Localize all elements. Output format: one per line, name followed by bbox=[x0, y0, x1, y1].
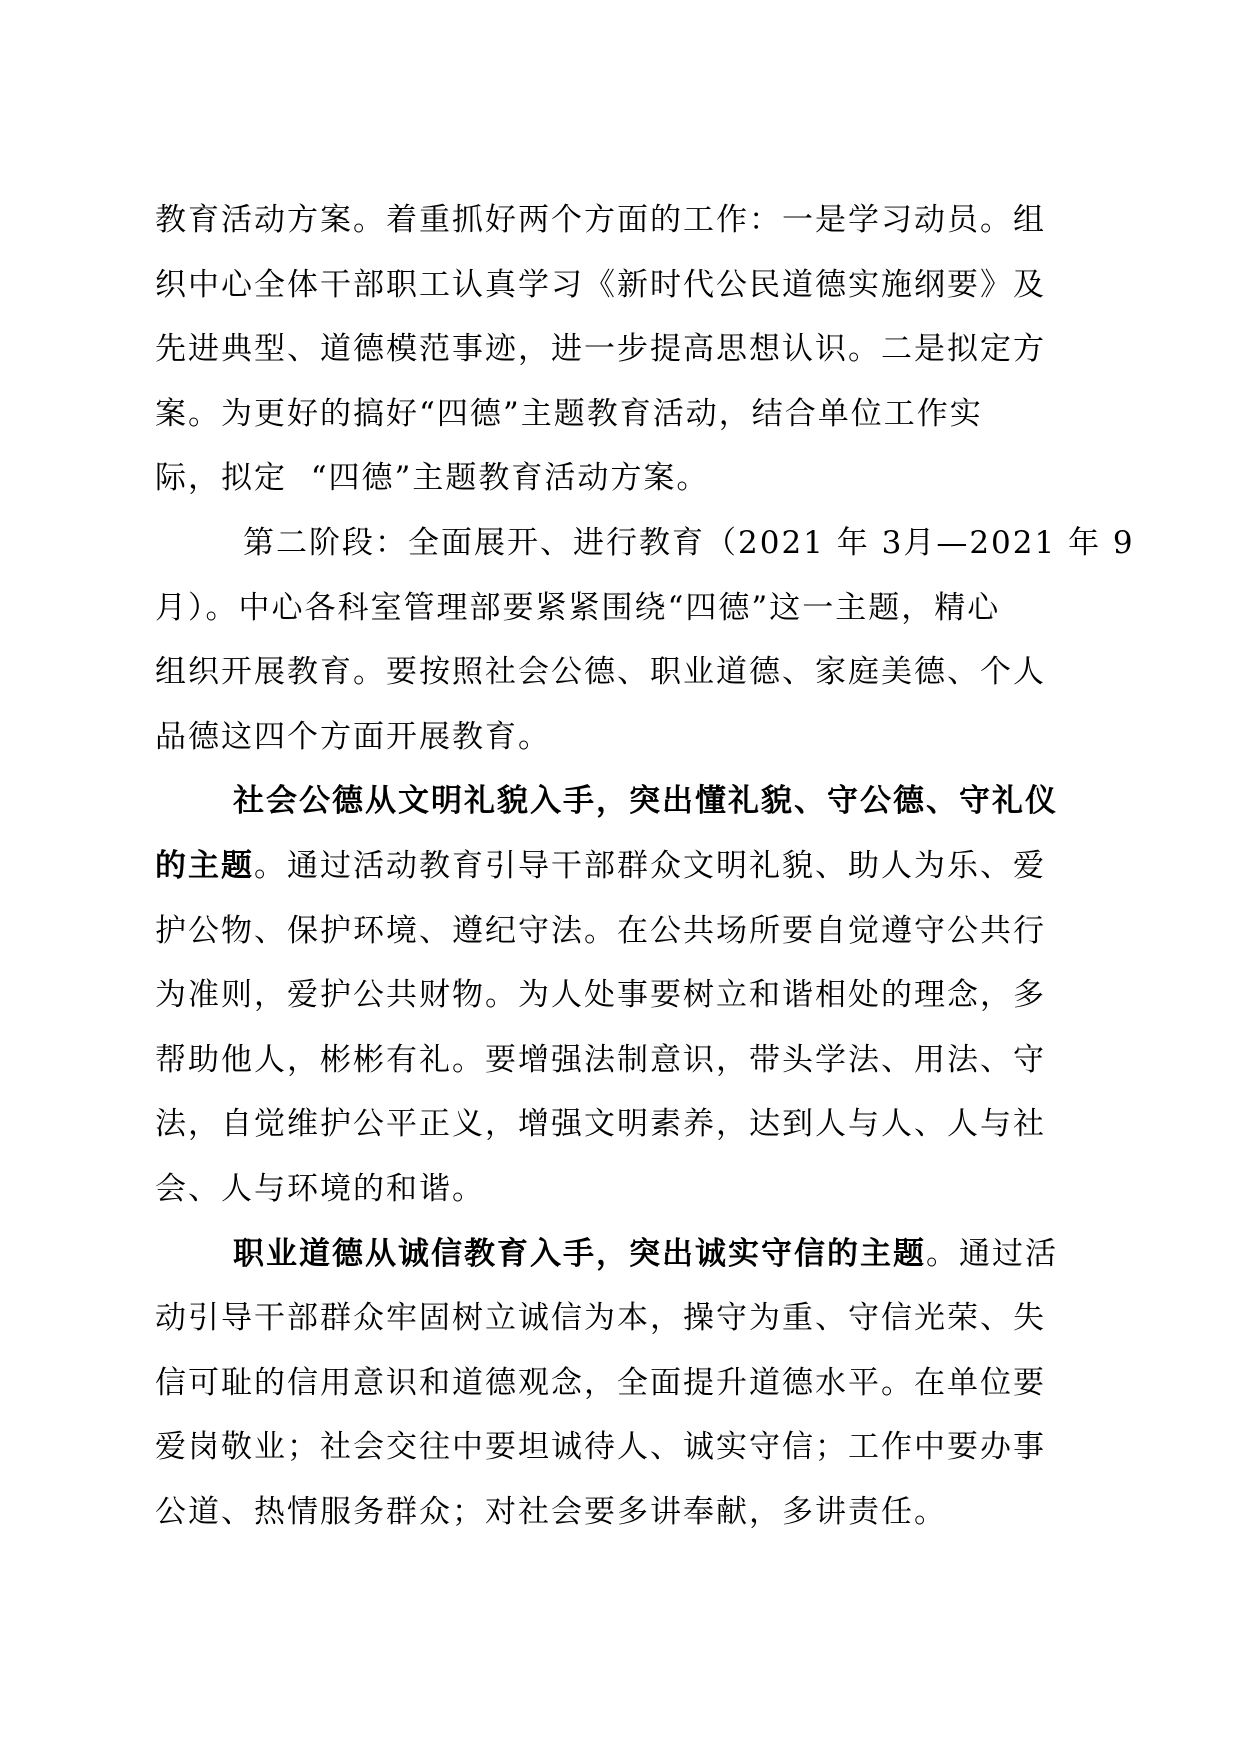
text-run: 。通过活 bbox=[926, 1235, 1058, 1272]
text-line bbox=[155, 769, 1060, 834]
text-line: 第二阶段：全面展开、进行教育（2021 年 3月—2021 年 9 bbox=[243, 524, 1135, 561]
bold-heading: 社会公德从文明礼貌入手，突出懂礼貌、守公德、守礼仪 bbox=[233, 783, 1058, 820]
bold-heading: 职业道德从诚信教育入手，突出诚实守信的主题 bbox=[233, 1235, 926, 1272]
text-line: 爱岗敬业；社会交往中要坦诚待人、诚实守信；工作中要办事 bbox=[155, 1429, 1046, 1466]
text-line: 月）。中心各科室管理部要紧紧围绕“四德”这一主题，精心 bbox=[155, 589, 1001, 626]
text-line: 际，拟定 “四德”主题教育活动方案。 bbox=[155, 460, 710, 497]
text-line: 案。为更好的搞好“四德”主题教育活动，结合单位工作实 bbox=[155, 395, 983, 432]
text-line: 动引导干部群众牢固树立诚信为本，操守为重、守信光荣、失 bbox=[155, 1300, 1046, 1337]
text-line: 护公物、保护环境、遵纪守法。在公共场所要自觉遵守公共行 bbox=[155, 912, 1046, 949]
text-line: 帮助他人，彬彬有礼。要增强法制意识，带头学法、用法、守 bbox=[155, 1041, 1046, 1078]
paragraph-professional-ethics bbox=[155, 1222, 1060, 1545]
text-line: 公道、热情服务群众；对社会要多讲奉献，多讲责任。 bbox=[155, 1493, 947, 1530]
text-line: 组织开展教育。要按照社会公德、职业道德、家庭美德、个人 bbox=[155, 654, 1046, 691]
text-line: 信可耻的信用意识和道德观念，全面提升道德水平。在单位要 bbox=[155, 1364, 1046, 1401]
text-line: 先进典型、道德模范事迹，进一步提高思想认识。二是拟定方 bbox=[155, 331, 1046, 368]
document-body bbox=[155, 188, 1135, 1544]
text-line: 织中心全体干部职工认真学习《新时代公民道德实施纲要》及 bbox=[155, 266, 1046, 303]
text-line: 法，自觉维护公平正义，增强文明素养，达到人与人、人与社 bbox=[155, 1106, 1046, 1143]
text-run: 。通过活动教育引导干部群众文明礼貌、助人为乐、爱 bbox=[254, 847, 1046, 884]
text-line bbox=[155, 834, 1060, 899]
bold-heading: 的主题 bbox=[155, 847, 254, 884]
paragraph-plan-stage bbox=[155, 188, 1060, 511]
text-line: 教育活动方案。着重抓好两个方面的工作：一是学习动员。组 bbox=[155, 202, 1046, 238]
text-line bbox=[155, 1222, 1060, 1287]
text-line: 为准则，爱护公共财物。为人处事要树立和谐相处的理念，多 bbox=[155, 977, 1046, 1014]
paragraph-social-ethics bbox=[155, 769, 1060, 1221]
paragraph-stage-two bbox=[155, 511, 1135, 769]
text-line: 品德这四个方面开展教育。 bbox=[155, 718, 551, 755]
text-line: 会、人与环境的和谐。 bbox=[155, 1170, 485, 1207]
